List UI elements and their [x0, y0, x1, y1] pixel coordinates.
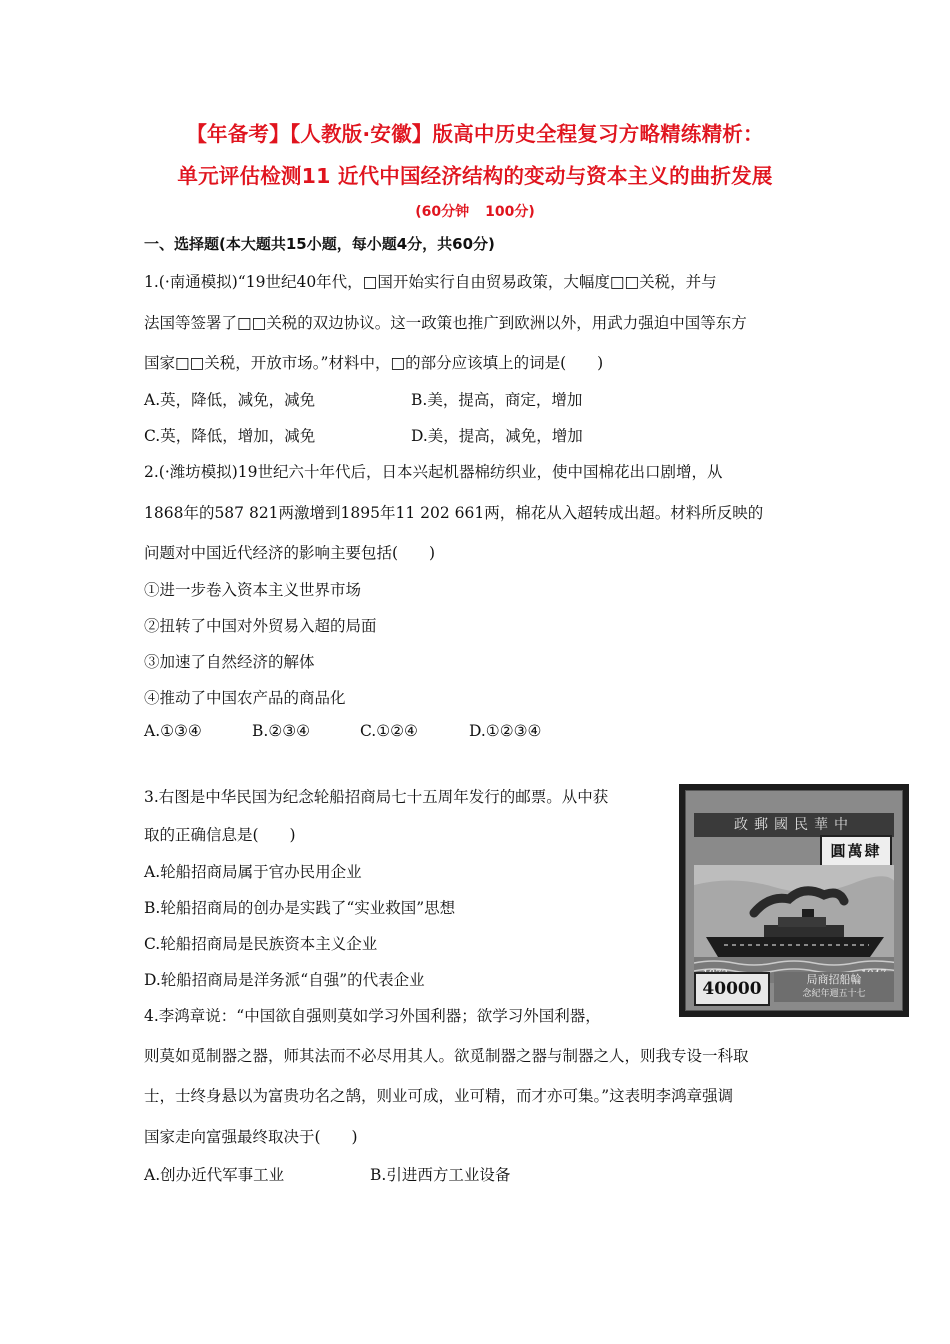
- q1-option-d[interactable]: D.美，提高，减免，增加: [411, 427, 583, 445]
- q1-option-b[interactable]: B.美，提高，商定，增加: [411, 391, 583, 409]
- q2-option-c[interactable]: C.①②④: [360, 722, 418, 740]
- q4-line: 国家走向富强最终取决于( ): [144, 1128, 358, 1146]
- q1-line: 国家□□关税，开放市场。”材料中，□的部分应该填上的词是( ): [144, 354, 604, 372]
- section-heading: 一、选择题(本大题共15小题，每小题4分，共60分): [144, 235, 495, 253]
- q3-option-a[interactable]: A.轮船招商局属于官办民用企业: [144, 863, 362, 881]
- q4-line: 士，士终身悬以为富贵功名之鹄，则业可成，业可精，而才亦可集。”这表明李鸿章强调: [144, 1087, 734, 1105]
- q3-line: 3.右图是中华民国为纪念轮船招商局七十五周年发行的邮票。从中获: [144, 788, 609, 806]
- q2-line: 2.(·潍坊模拟)19世纪六十年代后，日本兴起机器棉纺织业，使中国棉花出口剧增，从: [144, 463, 723, 481]
- q4-option-a[interactable]: A.创办近代军事工业: [144, 1166, 285, 1184]
- stamp-denomination: 40000: [694, 972, 770, 1006]
- q2-option-a[interactable]: A.①③④: [144, 722, 202, 740]
- q4-line: 则莫如觅制器之器，师其法而不必尽用其人。欲觅制器之器与制器之人，则我专设一科取: [144, 1047, 749, 1065]
- q4-option-b[interactable]: B.引进西方工业设备: [370, 1166, 511, 1184]
- q2-item: ②扭转了中国对外贸易入超的局面: [144, 617, 377, 635]
- q2-item: ③加速了自然经济的解体: [144, 653, 315, 671]
- q2-item: ①进一步卷入资本主义世界市场: [144, 581, 362, 599]
- q1-line: 法国等签署了□□关税的双边协议。这一政策也推广到欧洲以外，用武力强迫中国等东方: [144, 314, 747, 332]
- q2-option-d[interactable]: D.①②③④: [469, 722, 542, 740]
- stamp-country-text: 政郵國民華中: [694, 813, 894, 837]
- q2-item: ④推动了中国农产品的商品化: [144, 689, 346, 707]
- stamp-bottom-band: [694, 970, 894, 1004]
- q1-line: 1.(·南通模拟)“19世纪40年代，□国开始实行自由贸易政策，大幅度□□关税，并与: [144, 273, 717, 291]
- stamp-frame: [685, 790, 903, 1011]
- stamp-ship-scene: [694, 865, 894, 983]
- q1-option-a[interactable]: A.英，降低，减免，减免: [144, 391, 316, 409]
- q3-option-c[interactable]: C.轮船招商局是民族资本主义企业: [144, 935, 378, 953]
- stamp-image: [679, 784, 909, 1017]
- steamship-icon: [694, 865, 894, 983]
- q2-line: 问题对中国近代经济的影响主要包括( ): [144, 544, 436, 562]
- q3-option-d[interactable]: D.轮船招商局是洋务派“自强”的代表企业: [144, 971, 425, 989]
- q2-line: 1868年的587 821两激增到1895年11 202 661两，棉花从入超转成出超。材料所反映的: [144, 504, 764, 522]
- stamp-caption: [774, 972, 894, 1002]
- q3-option-b[interactable]: B.轮船招商局的创办是实践了“实业救国”思想: [144, 899, 456, 917]
- q4-line: 4.李鸿章说：“中国欲自强则莫如学习外国利器；欲学习外国利器，: [144, 1007, 601, 1025]
- stamp-caption-line2: 念紀年週五十七: [802, 989, 866, 999]
- q2-option-b[interactable]: B.②③④: [252, 722, 311, 740]
- stamp-value-text: 圓萬肆: [820, 835, 892, 867]
- time-score: [0, 201, 950, 221]
- q1-option-c[interactable]: C.英，降低，增加，减免: [144, 427, 316, 445]
- doc-title-line2: 单元评估检测11 近代中国经济结构的变动与资本主义的曲折发展: [177, 164, 773, 188]
- stamp-caption-line1: 局商招船輪: [806, 973, 862, 986]
- q3-line: 取的正确信息是( ): [144, 826, 296, 844]
- time-limit: (60分钟: [415, 204, 470, 220]
- total-score: 100分): [485, 204, 535, 220]
- doc-title-line1: 【年备考】【人教版·安徽】版高中历史全程复习方略精练精析：: [186, 122, 764, 146]
